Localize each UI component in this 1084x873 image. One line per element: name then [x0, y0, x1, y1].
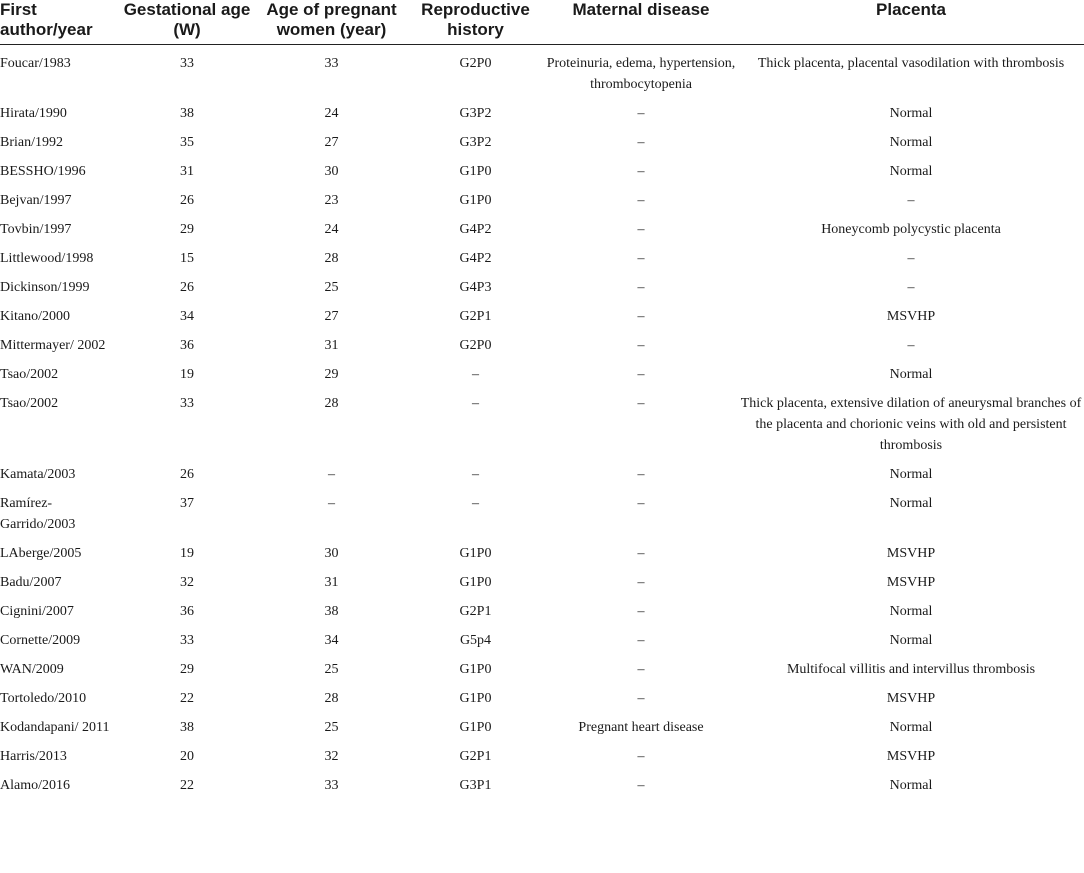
reproductive-history-cell: G1P0: [459, 164, 492, 179]
placenta-cell: Multifocal villitis and intervillus thrombosis: [786, 662, 1036, 677]
table-row: [0, 157, 1084, 186]
author-cell: LAberge/2005: [0, 546, 82, 561]
gestational-age-cell: 35: [180, 135, 194, 150]
author-cell: Tsao/2002: [0, 396, 59, 411]
maternal-disease-cell: –: [637, 467, 645, 482]
placenta-cell: MSVHP: [886, 546, 936, 561]
gestational-age-cell: 22: [180, 778, 194, 793]
placenta-cell: Normal: [889, 720, 933, 735]
reproductive-history-cell: G2P0: [459, 56, 492, 71]
maternal-age-cell: 33: [324, 56, 339, 71]
reproductive-history-cell: G3P1: [459, 778, 492, 793]
placenta-cell: Normal: [889, 604, 933, 619]
table-row: [0, 389, 1084, 460]
maternal-age-cell: 25: [324, 662, 339, 677]
placenta-cell: –: [907, 193, 915, 208]
author-cell: Kodandapani/ 2011: [0, 720, 110, 735]
maternal-age-cell: 28: [324, 691, 339, 706]
author-cell: Badu/2007: [0, 575, 62, 590]
maternal-age-cell: 27: [324, 135, 339, 150]
table-row: [0, 684, 1084, 713]
reproductive-history-cell: G2P1: [459, 749, 492, 764]
placenta-cell: Normal: [889, 633, 933, 648]
maternal-age-cell: 24: [324, 222, 339, 237]
maternal-disease-cell: –: [637, 367, 645, 382]
gestational-age-cell: 32: [180, 575, 194, 590]
gestational-age-cell: 36: [180, 338, 194, 353]
placenta-cell: Normal: [889, 367, 933, 382]
gestational-age-cell: 22: [180, 691, 194, 706]
maternal-age-cell: 25: [324, 280, 339, 295]
table-row: [0, 331, 1084, 360]
author-cell: Littlewood/1998: [0, 251, 94, 266]
placenta-cell: Normal: [889, 106, 933, 121]
placenta-cell: Normal: [889, 778, 933, 793]
maternal-disease-cell: –: [637, 633, 645, 648]
maternal-disease-cell: –: [637, 251, 645, 266]
maternal-disease-cell: –: [637, 575, 645, 590]
maternal-age-cell: 27: [324, 309, 339, 324]
maternal-disease-cell: –: [637, 193, 645, 208]
header-maternal-age: Age of pregnant women (year): [256, 0, 407, 45]
maternal-age-cell: 34: [324, 633, 339, 648]
gestational-age-cell: 33: [180, 396, 194, 411]
gestational-age-cell: 38: [180, 106, 194, 121]
table-row: [0, 489, 1084, 539]
reproductive-history-cell: –: [472, 367, 479, 382]
gestational-age-cell: 26: [180, 467, 194, 482]
placenta-cell: Thick placenta, extensive dilation of aneurysmal branches of the placenta and chorionic veins with old and persistent thrombosis: [740, 396, 1082, 453]
table-row: [0, 655, 1084, 684]
header-gestational-age: Gestational age (W): [118, 0, 256, 45]
table-row: [0, 273, 1084, 302]
placenta-cell: Normal: [889, 164, 933, 179]
maternal-disease-cell: –: [637, 691, 645, 706]
table-body: [0, 45, 1084, 801]
maternal-age-cell: 29: [324, 367, 339, 382]
gestational-age-cell: 34: [180, 309, 194, 324]
maternal-age-cell: 31: [324, 575, 339, 590]
maternal-disease-cell: –: [637, 135, 645, 150]
reproductive-history-cell: G3P2: [459, 106, 492, 121]
author-cell: Alamo/2016: [0, 778, 70, 793]
author-cell: Tsao/2002: [0, 367, 59, 382]
table-row: [0, 215, 1084, 244]
maternal-disease-cell: Proteinuria, edema, hypertension, thrombocytopenia: [546, 56, 736, 92]
maternal-age-cell: 28: [324, 251, 339, 266]
table-row: [0, 742, 1084, 771]
maternal-disease-cell: –: [637, 749, 645, 764]
gestational-age-cell: 29: [180, 662, 194, 677]
maternal-disease-cell: –: [637, 164, 645, 179]
header-placenta: Placenta: [738, 0, 1084, 45]
reproductive-history-cell: G4P3: [459, 280, 492, 295]
maternal-age-cell: –: [328, 467, 335, 482]
author-cell: Hirata/1990: [0, 106, 67, 121]
maternal-disease-cell: –: [637, 546, 645, 561]
author-cell: Brian/1992: [0, 135, 63, 150]
author-cell: Kitano/2000: [0, 309, 70, 324]
author-cell: Mittermayer/ 2002: [0, 338, 106, 353]
reproductive-history-cell: G5p4: [459, 633, 492, 648]
author-cell: Foucar/1983: [0, 56, 71, 71]
placenta-cell: MSVHP: [886, 749, 936, 764]
maternal-age-cell: 32: [324, 749, 339, 764]
maternal-disease-cell: –: [637, 778, 645, 793]
reproductive-history-cell: G2P1: [459, 309, 492, 324]
table-row: [0, 244, 1084, 273]
maternal-disease-cell: –: [637, 396, 645, 411]
reproductive-history-cell: G1P0: [459, 193, 492, 208]
table-row: [0, 128, 1084, 157]
maternal-age-cell: 30: [324, 546, 339, 561]
placenta-cell: Normal: [889, 467, 933, 482]
reproductive-history-cell: –: [472, 396, 479, 411]
header-row: [0, 0, 1084, 45]
gestational-age-cell: 33: [180, 56, 194, 71]
maternal-disease-cell: –: [637, 309, 645, 324]
placenta-cell: –: [907, 338, 915, 353]
gestational-age-cell: 33: [180, 633, 194, 648]
reproductive-history-cell: G1P0: [459, 662, 492, 677]
table-row: [0, 460, 1084, 489]
placenta-cell: MSVHP: [886, 691, 936, 706]
maternal-disease-cell: –: [637, 106, 645, 121]
gestational-age-cell: 20: [180, 749, 194, 764]
maternal-disease-cell: –: [637, 604, 645, 619]
maternal-disease-cell: –: [637, 280, 645, 295]
gestational-age-cell: 15: [180, 251, 194, 266]
table-row: [0, 597, 1084, 626]
table-row: [0, 626, 1084, 655]
header-author: First author/year: [0, 0, 118, 45]
author-cell: Dickinson/1999: [0, 280, 90, 295]
placenta-cell: MSVHP: [886, 575, 936, 590]
reproductive-history-cell: G2P1: [459, 604, 492, 619]
maternal-age-cell: 30: [324, 164, 339, 179]
author-cell: Kamata/2003: [0, 467, 76, 482]
table-row: [0, 302, 1084, 331]
author-cell: Harris/2013: [0, 749, 67, 764]
gestational-age-cell: 26: [180, 193, 194, 208]
author-cell: Ramírez-Garrido/2003: [0, 496, 76, 532]
gestational-age-cell: 31: [180, 164, 194, 179]
placenta-cell: –: [907, 251, 915, 266]
maternal-disease-cell: –: [637, 662, 645, 677]
author-cell: Tovbin/1997: [0, 222, 72, 237]
maternal-age-cell: 25: [324, 720, 339, 735]
author-cell: Bejvan/1997: [0, 193, 72, 208]
author-cell: BESSHO/1996: [0, 164, 86, 179]
placenta-cell: Normal: [889, 135, 933, 150]
table-row: [0, 99, 1084, 128]
reproductive-history-cell: G3P2: [459, 135, 492, 150]
maternal-disease-cell: –: [637, 338, 645, 353]
reproductive-history-cell: G4P2: [459, 251, 492, 266]
reproductive-history-cell: G1P0: [459, 575, 492, 590]
reproductive-history-cell: G1P0: [459, 720, 492, 735]
maternal-disease-cell: –: [637, 496, 645, 511]
author-cell: Tortoledo/2010: [0, 691, 87, 706]
table-row: [0, 360, 1084, 389]
table-row: [0, 713, 1084, 742]
gestational-age-cell: 37: [180, 496, 194, 511]
author-cell: Cornette/2009: [0, 633, 81, 648]
reproductive-history-cell: G1P0: [459, 546, 492, 561]
table-row: [0, 45, 1084, 100]
maternal-age-cell: 28: [324, 396, 339, 411]
table-row: [0, 568, 1084, 597]
maternal-disease-cell: Pregnant heart disease: [578, 720, 704, 735]
gestational-age-cell: 19: [180, 546, 194, 561]
placenta-cell: –: [907, 280, 915, 295]
gestational-age-cell: 26: [180, 280, 194, 295]
reproductive-history-cell: –: [472, 467, 479, 482]
placenta-cell: Thick placenta, placental vasodilation with thrombosis: [757, 56, 1065, 71]
placenta-cell: Normal: [889, 496, 933, 511]
author-cell: WAN/2009: [0, 662, 64, 677]
maternal-disease-cell: –: [637, 222, 645, 237]
maternal-age-cell: 31: [324, 338, 339, 353]
maternal-age-cell: –: [328, 496, 335, 511]
author-cell: Cignini/2007: [0, 604, 74, 619]
reproductive-history-cell: G2P0: [459, 338, 492, 353]
maternal-age-cell: 23: [324, 193, 339, 208]
gestational-age-cell: 36: [180, 604, 194, 619]
table-row: [0, 771, 1084, 800]
gestational-age-cell: 19: [180, 367, 194, 382]
maternal-age-cell: 24: [324, 106, 339, 121]
reproductive-history-cell: G4P2: [459, 222, 492, 237]
placenta-cell: MSVHP: [886, 309, 936, 324]
table-row: [0, 539, 1084, 568]
reproductive-history-cell: –: [472, 496, 479, 511]
maternal-age-cell: 38: [324, 604, 339, 619]
table-row: [0, 186, 1084, 215]
gestational-age-cell: 29: [180, 222, 194, 237]
header-maternal-disease: Maternal disease: [544, 0, 738, 45]
maternal-age-cell: 33: [324, 778, 339, 793]
header-reproductive-history: Reproductive history: [407, 0, 544, 45]
placenta-cell: Honeycomb polycystic placenta: [821, 222, 1001, 237]
reproductive-history-cell: G1P0: [459, 691, 492, 706]
gestational-age-cell: 38: [180, 720, 194, 735]
